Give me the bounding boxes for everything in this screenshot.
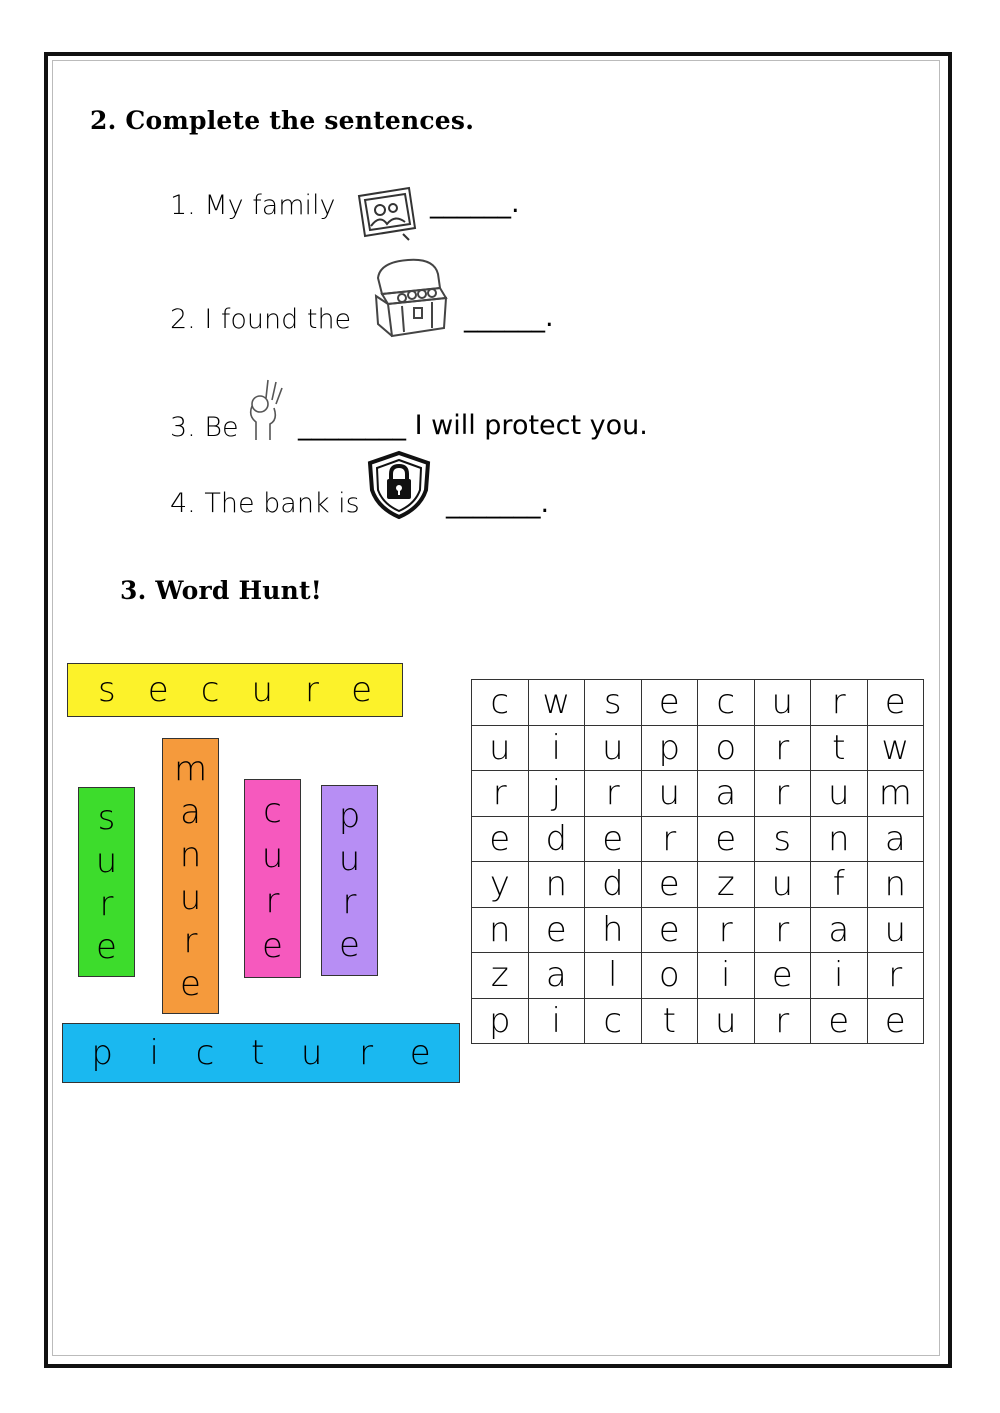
grid-cell[interactable]: s bbox=[585, 680, 642, 726]
grid-cell[interactable]: u bbox=[585, 725, 642, 771]
letter: u bbox=[251, 670, 274, 710]
letter: m bbox=[173, 748, 208, 789]
grid-cell[interactable]: u bbox=[754, 680, 811, 726]
grid-cell[interactable]: d bbox=[528, 816, 585, 862]
grid-cell[interactable]: e bbox=[867, 998, 924, 1044]
grid-cell[interactable]: r bbox=[754, 907, 811, 953]
grid-cell[interactable]: r bbox=[698, 907, 755, 953]
letter: e bbox=[351, 670, 372, 710]
letter: r bbox=[359, 1033, 374, 1073]
grid-cell[interactable]: u bbox=[472, 725, 529, 771]
grid-cell[interactable]: e bbox=[528, 907, 585, 953]
grid-cell[interactable]: y bbox=[472, 862, 529, 908]
letter: e bbox=[147, 670, 169, 710]
grid-cell[interactable]: i bbox=[528, 725, 585, 771]
grid-cell[interactable]: c bbox=[698, 680, 755, 726]
grid-cell[interactable]: r bbox=[585, 771, 642, 817]
grid-cell[interactable]: i bbox=[528, 998, 585, 1044]
grid-cell[interactable]: p bbox=[472, 998, 529, 1044]
grid-cell[interactable]: d bbox=[585, 862, 642, 908]
letter: r bbox=[99, 883, 114, 924]
letter: e bbox=[180, 963, 201, 1004]
letter: c bbox=[200, 670, 220, 710]
grid-cell[interactable]: u bbox=[811, 771, 868, 817]
letter: e bbox=[262, 926, 283, 967]
letter: r bbox=[305, 670, 320, 710]
grid-cell[interactable]: r bbox=[641, 816, 698, 862]
grid-row bbox=[472, 998, 924, 1044]
grid-cell[interactable]: e bbox=[811, 998, 868, 1044]
letter: u bbox=[95, 840, 118, 881]
grid-cell[interactable]: o bbox=[698, 725, 755, 771]
photo-frame-icon bbox=[353, 184, 419, 242]
grid-cell[interactable]: s bbox=[754, 816, 811, 862]
grid-row bbox=[472, 907, 924, 953]
grid-cell[interactable]: r bbox=[472, 771, 529, 817]
grid-cell[interactable]: a bbox=[811, 907, 868, 953]
letter: i bbox=[149, 1033, 159, 1073]
sentence-3-text: 3. Be bbox=[170, 412, 239, 443]
word-picture bbox=[62, 1023, 460, 1083]
sentence-4-text: 4. The bank is bbox=[170, 488, 360, 519]
letter: u bbox=[179, 877, 202, 918]
grid-cell[interactable]: t bbox=[811, 725, 868, 771]
section-2-title: 2. Complete the sentences. bbox=[90, 106, 475, 135]
grid-cell[interactable]: a bbox=[867, 816, 924, 862]
grid-cell[interactable]: j bbox=[528, 771, 585, 817]
grid-cell[interactable]: e bbox=[698, 816, 755, 862]
letter: s bbox=[98, 670, 116, 710]
grid-row bbox=[472, 680, 924, 726]
letter: c bbox=[263, 790, 282, 831]
letter: r bbox=[342, 882, 357, 923]
grid-cell[interactable]: n bbox=[528, 862, 585, 908]
grid-cell[interactable]: f bbox=[811, 862, 868, 908]
grid-cell[interactable]: c bbox=[472, 680, 529, 726]
letter: r bbox=[265, 881, 280, 922]
letter: e bbox=[96, 926, 117, 967]
grid-cell[interactable]: c bbox=[585, 998, 642, 1044]
letter: u bbox=[338, 838, 361, 879]
grid-cell[interactable]: e bbox=[641, 680, 698, 726]
grid-cell[interactable]: u bbox=[754, 862, 811, 908]
sentence-1-blank[interactable]: ______. bbox=[430, 188, 520, 219]
grid-cell[interactable]: o bbox=[641, 953, 698, 999]
grid-cell[interactable]: e bbox=[867, 680, 924, 726]
grid-cell[interactable]: r bbox=[754, 725, 811, 771]
grid-row bbox=[472, 816, 924, 862]
word-cure bbox=[244, 779, 301, 978]
letter: s bbox=[97, 797, 116, 838]
grid-cell[interactable]: a bbox=[528, 953, 585, 999]
grid-cell[interactable]: r bbox=[811, 680, 868, 726]
section-3-title: 3. Word Hunt! bbox=[120, 576, 322, 605]
sentence-2-text: 2. I found the bbox=[170, 304, 352, 335]
grid-cell[interactable]: u bbox=[641, 771, 698, 817]
treasure-chest-icon bbox=[372, 258, 452, 338]
grid-cell[interactable]: z bbox=[698, 862, 755, 908]
word-manure bbox=[162, 738, 219, 1014]
letter: p bbox=[91, 1033, 113, 1073]
word-secure bbox=[67, 663, 403, 717]
grid-row bbox=[472, 953, 924, 999]
ok-hand-icon bbox=[244, 376, 284, 442]
letter: n bbox=[179, 834, 202, 875]
sentence-4-blank[interactable]: _______. bbox=[446, 488, 550, 519]
grid-cell[interactable]: r bbox=[754, 771, 811, 817]
grid-cell[interactable]: h bbox=[585, 907, 642, 953]
grid-row bbox=[472, 771, 924, 817]
letter: u bbox=[300, 1033, 323, 1073]
grid-cell[interactable]: u bbox=[698, 998, 755, 1044]
grid-cell[interactable]: n bbox=[867, 862, 924, 908]
grid-cell[interactable]: l bbox=[585, 953, 642, 999]
grid-cell[interactable]: n bbox=[472, 907, 529, 953]
word-pure bbox=[321, 785, 378, 976]
grid-cell[interactable]: a bbox=[698, 771, 755, 817]
grid-cell[interactable]: t bbox=[641, 998, 698, 1044]
grid-cell[interactable]: e bbox=[754, 953, 811, 999]
letter: e bbox=[409, 1033, 431, 1073]
grid-cell[interactable]: r bbox=[867, 953, 924, 999]
word-search-grid bbox=[471, 679, 924, 1044]
word-sure bbox=[78, 787, 135, 977]
sentence-1-text: 1. My family bbox=[170, 190, 336, 221]
grid-cell[interactable]: e bbox=[641, 907, 698, 953]
sentence-3-blank[interactable]: ________ I will protect you. bbox=[298, 410, 648, 441]
grid-cell[interactable]: e bbox=[641, 862, 698, 908]
grid-cell[interactable]: r bbox=[754, 998, 811, 1044]
grid-cell[interactable]: i bbox=[811, 953, 868, 999]
grid-cell[interactable]: n bbox=[811, 816, 868, 862]
grid-row bbox=[472, 862, 924, 908]
grid-cell[interactable]: e bbox=[472, 816, 529, 862]
letter: c bbox=[195, 1033, 215, 1073]
sentence-2-blank[interactable]: ______. bbox=[464, 302, 554, 333]
padlock-shield-icon bbox=[366, 450, 432, 520]
grid-cell[interactable]: w bbox=[867, 725, 924, 771]
grid-cell[interactable]: i bbox=[698, 953, 755, 999]
letter: e bbox=[339, 925, 360, 966]
grid-row bbox=[472, 725, 924, 771]
grid-cell[interactable]: w bbox=[528, 680, 585, 726]
grid-cell[interactable]: u bbox=[867, 907, 924, 953]
grid-cell[interactable]: p bbox=[641, 725, 698, 771]
letter: p bbox=[338, 795, 361, 836]
letter: r bbox=[183, 920, 198, 961]
grid-cell[interactable]: z bbox=[472, 953, 529, 999]
letter: t bbox=[250, 1033, 265, 1073]
grid-cell[interactable]: e bbox=[585, 816, 642, 862]
letter: u bbox=[261, 835, 284, 876]
grid-cell[interactable]: m bbox=[867, 771, 924, 817]
letter: a bbox=[180, 791, 201, 832]
